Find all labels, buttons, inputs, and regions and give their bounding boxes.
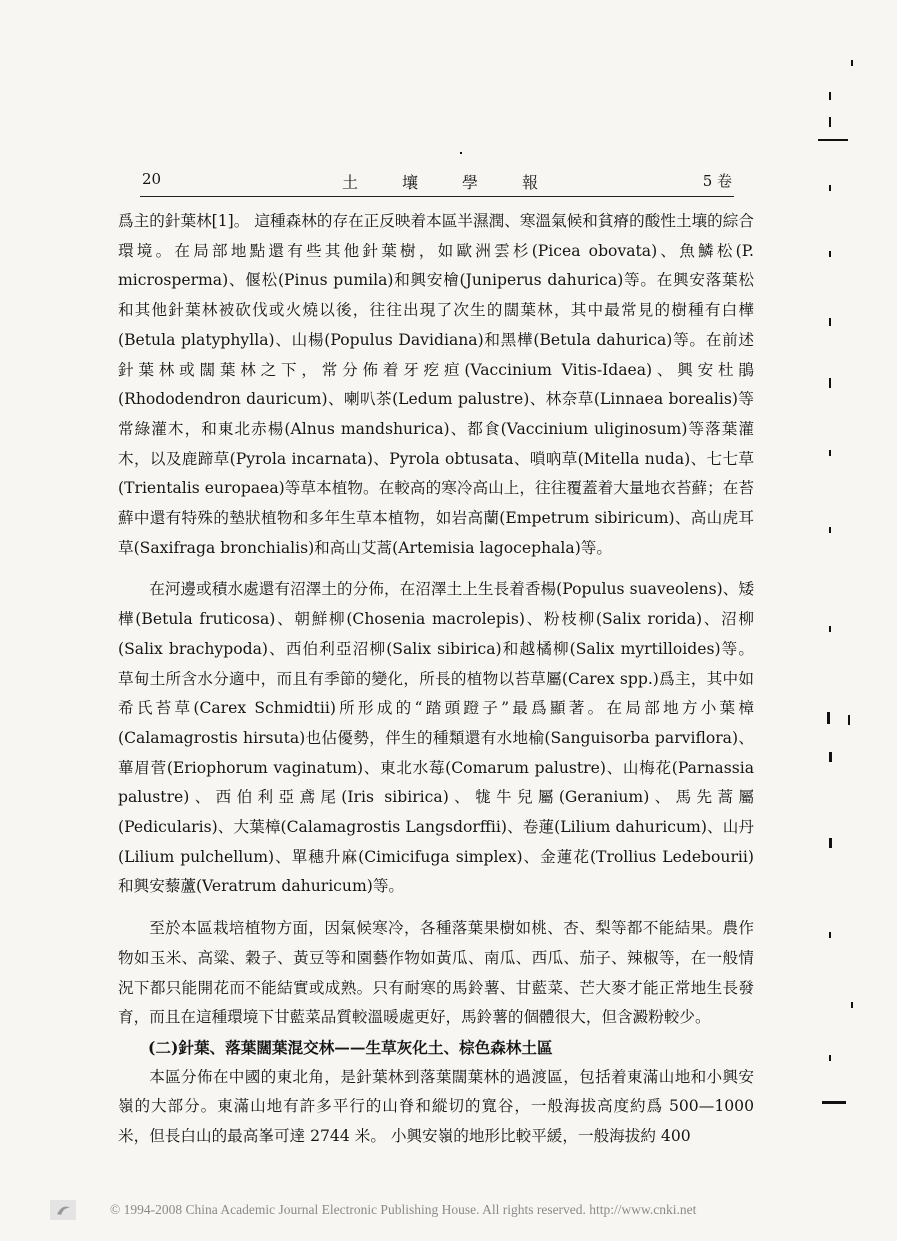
scan-mark: [829, 752, 832, 762]
paragraph-forest-vegetation: 爲主的針葉林[1]。 這種森林的存在正反映着本區半濕潤、寒溫氣候和貧瘠的酸性土壤的綜合環境。在局部地點還有些其他針葉樹，如歐洲雲杉(Picea obovata)、魚鱗松(P. microsperma)、偃松(Pinus pumila)和興安檜(Juniperus dahurica)等。在興安落葉松和其他針葉林被砍伐或火燒以後，往往出現了次生的闊葉林，其中最常見的樹種有白樺(Betula platyphylla)、山楊(Populus Davidiana)和黑樺(Betula dahurica)等。在前述針葉林或闊葉林之下，常分佈着牙疙疸(Vaccinium Vitis-Idaea)、興安杜鵑(Rhododendron dauricum)、喇叭茶(Ledum palustre)、林奈草(Linnaea borealis)等常綠灌木，和東北赤楊(Alnus mandshurica)、都食(Vaccinium uliginosum)等落葉灌木，以及鹿蹄草(Pyrola incarnata)、Pyrola obtusata、嗩吶草(Mitella nuda)、七七草(Trientalis europaea)等草本植物。在較高的寒冷高山上，往往覆蓋着大量地衣苔蘚；在苔蘚中還有特殊的墊狀植物和多年生草本植物，如岩高蘭(Empetrum sibiricum)、高山虎耳草(Saxifraga bronchialis)和高山艾蒿(Artemisia lagocephala)等。: [118, 212, 754, 557]
scan-mark: [829, 626, 831, 632]
scan-mark: [827, 712, 830, 724]
scan-mark: [829, 318, 831, 326]
cnki-logo-icon: [50, 1200, 76, 1220]
page-number: 20: [142, 170, 162, 188]
running-header: [142, 170, 732, 194]
scan-mark: [829, 1055, 831, 1061]
scan-mark: [829, 92, 831, 100]
paragraph-swamp-meadow: 在河邊或積水處還有沼澤土的分佈，在沼澤土上生長着香楊(Populus suaveolens)、矮樺(Betula fruticosa)、朝鮮柳(Chosenia macrolepis)、粉枝柳(Salix rorida)、沼柳(Salix brachypoda)、西伯利亞沼柳(Salix sibirica)和越橘柳(Salix myrtilloides)等。 草甸土所含水分適中，而且有季節的變化，所長的植物以苔草屬(Carex spp.)爲主，其中如希氏苔草(Carex Schmidtii)所形成的“踏頭蹬子”最爲顯著。在局部地方小葉樟(Calamagrostis hirsuta)也佔優勢，伴生的種類還有水地榆(Sanguisorba parviflora)、蓽眉菅(Eriophorum vaginatum)、東北水莓(Comarum palustre)、山梅花(Parnassia palustre)、西伯利亞鳶尾(Iris sibirica)、牻牛兒屬(Geranium)、馬先蒿屬(Pedicularis)、大葉樟(Calamagrostis Langsdorffii)、卷蓮(Lilium dahuricum)、山丹(Lilium pulchellum)、單穗升麻(Cimicifuga simplex)、金蓮花(Trollius Ledebourii)和興安藜蘆(Veratrum dahuricum)等。: [118, 580, 754, 896]
article-body: [118, 207, 754, 1152]
scan-mark: [848, 715, 850, 725]
scan-mark: [829, 932, 831, 938]
copyright-notice: © 1994-2008 China Academic Journal Electronic Publishing House. All rights reserved. http://www.cnki.net: [110, 1202, 697, 1217]
volume-label: 5 卷: [702, 172, 732, 190]
scan-mark: [829, 450, 831, 456]
scan-mark: [829, 185, 831, 191]
scan-mark: [851, 60, 853, 66]
paragraph-region-description: 本區分佈在中國的東北角，是針葉林到落葉闊葉林的過渡區，包括着東滿山地和小興安嶺的大部分。東滿山地有許多平行的山脊和縱切的寬谷，一般海拔高度約爲 500—1000 米，但長白山的最高峯可達 2744 米。 小興安嶺的地形比較平緩，一般海拔約 400: [118, 1067, 754, 1146]
scan-mark: [460, 152, 462, 154]
journal-title: 土壤學報: [342, 173, 583, 192]
scan-mark: [829, 378, 831, 388]
scan-mark: [818, 139, 848, 141]
scan-mark: [829, 838, 832, 848]
page-footer: [50, 1198, 850, 1224]
scan-mark: [851, 1002, 853, 1008]
header-rule: [140, 196, 734, 197]
paragraph-cultivated-plants: 至於本區栽培植物方面，因氣候寒冷，各種落葉果樹如桃、杏、梨等都不能結果。農作物如玉米、高粱、穀子、黃豆等和園藝作物如黃瓜、南瓜、西瓜、茄子、辣椒等，在一般情況下都只能開花而不能結實或成熟。只有耐寒的馬鈴薯、甘藍菜、芒大麥才能正常地生長發育，而且在這種環境下甘藍菜品質較溫暖處更好，馬鈴薯的個體很大，但含澱粉較少。: [118, 919, 754, 1027]
scan-mark: [822, 1101, 846, 1104]
scan-mark: [829, 117, 831, 127]
section-heading: (二)針葉、落葉闊葉混交林——生草灰化土、棕色森林土區: [148, 1037, 553, 1057]
scan-mark: [829, 251, 831, 257]
scan-mark: [829, 527, 831, 533]
